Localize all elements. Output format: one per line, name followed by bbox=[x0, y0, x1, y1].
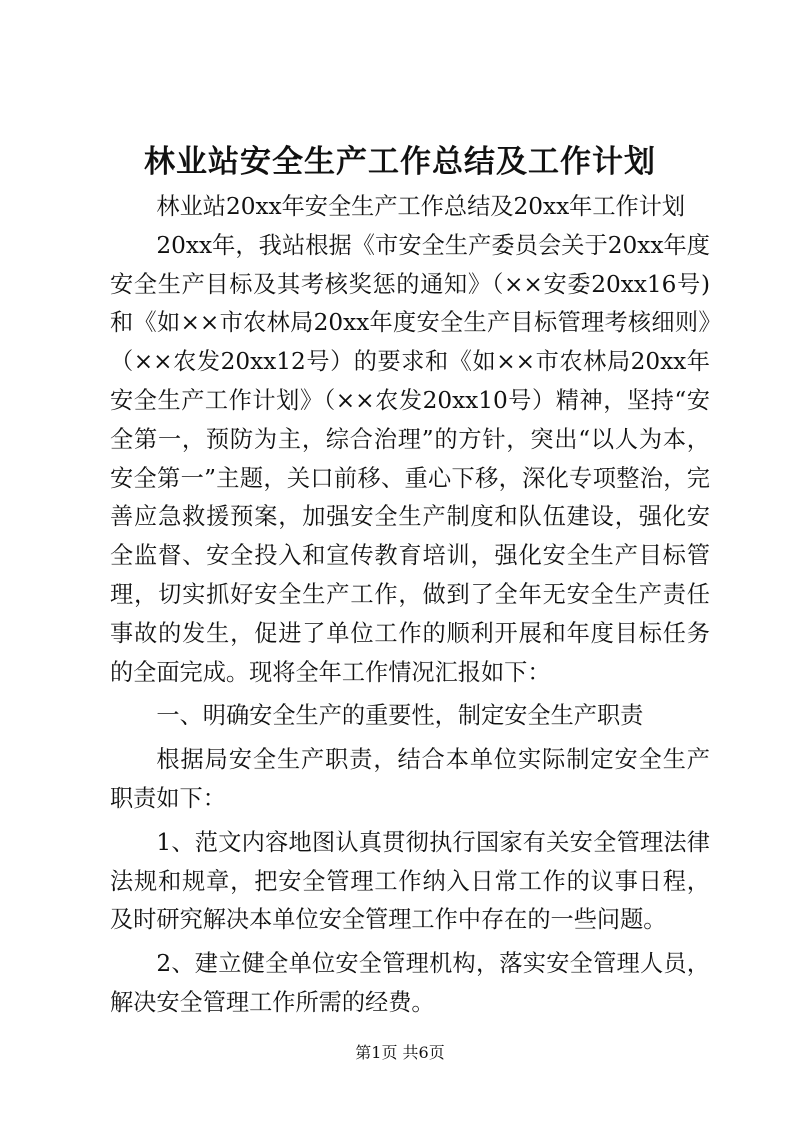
section-heading: 一、明确安全生产的重要性，制定安全生产职责 bbox=[156, 702, 644, 730]
body-paragraph: 根据局安全生产职责，结合本单位实际制定安全生产职责如下： bbox=[110, 746, 710, 812]
intro-paragraph: 20xx年，我站根据《市安全生产委员会关于20xx年度安全生产目标及其考核奖惩的通知》（××安委20xx16号)和《如××市农林局20xx年度安全生产目标管理考核细则》（××农发20xx12号）的要求和《如××市农林局20xx年安全生产工作计划》（××农发20xx10号）精神，坚持“安全第一，预防为主，综合治理”的方针，突出“以人为本，安全第一”主题，关口前移、重心下移，深化专项整治，完善应急救援预案，加强安全生产制度和队伍建设，强化安全监督、安全投入和宣传教育培训，强化安全生产目标管理，切实抓好安全生产工作，做到了全年无安全生产责任事故的发生，促进了单位工作的顺利开展和年度目标任务的全面完成。现将全年工作情况汇报如下： bbox=[110, 231, 710, 686]
document-title: 林业站安全生产工作总结及工作计划 bbox=[144, 144, 656, 180]
document-body bbox=[110, 188, 710, 1023]
list-item: 2、建立健全单位安全管理机构，落实安全管理人员，解决安全管理工作所需的经费。 bbox=[110, 950, 710, 1016]
list-item: 1、范文内容地图认真贯彻执行国家有关安全管理法律法规和规章，把安全管理工作纳入日常工作的议事日程，及时研究解决本单位安全管理工作中存在的一些问题。 bbox=[110, 828, 710, 934]
subtitle-paragraph: 林业站20xx年安全生产工作总结及20xx年工作计划 bbox=[156, 193, 686, 220]
page-number: 第1页 共6页 bbox=[355, 1043, 445, 1062]
